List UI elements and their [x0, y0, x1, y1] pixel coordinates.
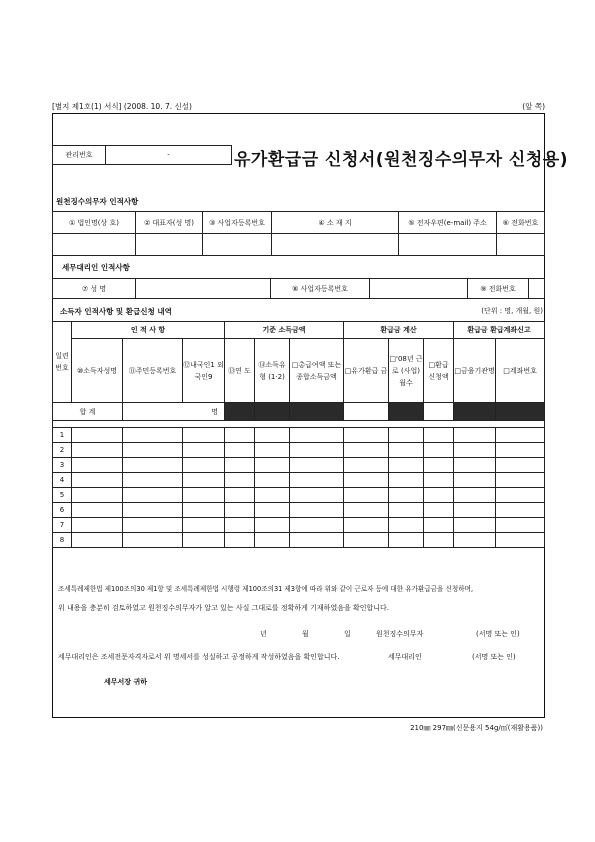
row-number: 1	[53, 428, 72, 443]
row-number: 7	[53, 518, 72, 533]
col-address: ④ 소 재 지	[272, 212, 399, 234]
col-email: ⑤ 전자우편(e-mail) 주소	[399, 212, 497, 234]
agent-bizno-label: ⑧ 사업자등록번호	[271, 279, 370, 299]
total-cell-dark	[389, 403, 424, 421]
group-calc: 환급금 계산	[344, 322, 454, 339]
mgmt-table	[52, 145, 232, 165]
table-row	[53, 428, 545, 443]
table-row	[53, 488, 545, 503]
col-rrn: ⑪주민등록번호	[123, 339, 183, 403]
table-row	[53, 503, 545, 518]
agent-name-value[interactable]	[136, 279, 271, 299]
total-cell-dark	[454, 403, 496, 421]
agent-sign[interactable]: (서명 또는 인)	[472, 653, 516, 661]
agent-label: 세무대리인	[388, 653, 422, 661]
total-refund[interactable]	[344, 403, 389, 421]
refund-table	[52, 321, 545, 548]
row-number: 5	[53, 488, 72, 503]
mgmt-value: -	[106, 146, 232, 165]
rep-name-value[interactable]	[136, 234, 203, 256]
statement-line2: 위 내용을 충분히 검토하였고 원천징수의무자가 알고 있는 사실 그대로를 정확하게 기재하였음을 확인합니다.	[58, 604, 389, 612]
row-number: 3	[53, 458, 72, 473]
spacer-row	[53, 421, 545, 428]
col-corp-name: ① 법인명(상 호)	[53, 212, 136, 234]
statement-line1: 조세특례제한법 제100조의30 제1항 및 조세특례제한법 시행령 제100조의31 제3항에 따라 위와 같이 근로자 등에 대한 유가환급금을 신청하며,	[58, 585, 474, 593]
withholder-table	[52, 211, 545, 256]
addressee: 세무서장 귀하	[104, 678, 148, 686]
address-value[interactable]	[272, 234, 399, 256]
row-number: 2	[53, 443, 72, 458]
row-number: 8	[53, 533, 72, 548]
applicant-label: 원천징수의무자	[376, 630, 424, 638]
row-number: 6	[53, 503, 72, 518]
table-row	[53, 473, 545, 488]
group-account: 환급금 환급계좌신고	[454, 322, 545, 339]
total-cell-dark	[496, 403, 545, 421]
section1-heading: 원천징수의무자 인적사항	[56, 197, 139, 206]
total-cell-dark	[290, 403, 344, 421]
col-total: □총급여액 또는 종합소득금액	[290, 339, 344, 403]
total-cell-dark	[255, 403, 290, 421]
col-year: ⑬연 도	[225, 339, 255, 403]
table-row	[53, 533, 545, 548]
total-cell-dark	[225, 403, 255, 421]
col-bizno: ③ 사업자등록번호	[203, 212, 272, 234]
form-title: 유가환급금 신청서(원천징수의무자 신청용)	[234, 150, 568, 170]
col-type: ⑭소득유형 (1·2)	[255, 339, 290, 403]
corp-name-value[interactable]	[53, 234, 136, 256]
phone-value[interactable]	[497, 234, 545, 256]
seq-header: 일련번호	[53, 322, 72, 403]
paper-spec: 210㎜ 297㎜(신문용지 54g/㎡(재활용품))	[410, 724, 543, 732]
agent-phone-label: ⑨ 전화번호	[468, 279, 529, 299]
col-amount: □환급 신청액	[424, 339, 454, 403]
col-bank: □금융기관명	[454, 339, 496, 403]
applicant-sign[interactable]: (서명 또는 인)	[476, 630, 520, 638]
col-phone: ⑥ 전화번호	[497, 212, 545, 234]
page-side: (앞 쪽)	[522, 102, 545, 111]
table-row	[53, 443, 545, 458]
section2-heading: 세무대리인 인적사항	[62, 263, 130, 272]
table-row	[53, 518, 545, 533]
col-months: □'08년 근로 (사업)월수	[389, 339, 424, 403]
table-row	[53, 458, 545, 473]
group-income: 기준 소득금액	[225, 322, 344, 339]
statement-line3: 세무대리인은 조세전문자격자로서 위 명세서를 성실하고 공정하게 작성하였음을 확인합니다.	[58, 653, 340, 661]
unit-note: (단위 : 명, 개월, 원)	[481, 307, 543, 315]
group-personal: 인 적 사 항	[72, 322, 225, 339]
agent-name-label: ⑦ 성 명	[53, 279, 136, 299]
date-year: 년	[260, 630, 267, 638]
col-name: ⑩소득자성명	[72, 339, 123, 403]
form-reference: [별지 제1호(1) 서식] (2008. 10. 7. 신설)	[52, 102, 192, 111]
total-label: 합 계	[53, 403, 123, 421]
col-foreign: ⑫내국인1 외국인9	[183, 339, 225, 403]
agent-phone-value[interactable]	[529, 279, 545, 299]
total-unit: 명	[123, 403, 225, 421]
agent-bizno-value[interactable]	[370, 279, 468, 299]
date-month: 월	[302, 630, 309, 638]
col-account: □계좌번호	[496, 339, 545, 403]
mgmt-label: 관리번호	[53, 146, 106, 165]
total-amount[interactable]	[424, 403, 454, 421]
email-value[interactable]	[399, 234, 497, 256]
bizno-value[interactable]	[203, 234, 272, 256]
col-rep-name: ② 대표자(성 명)	[136, 212, 203, 234]
col-refund: □유가환급 금	[344, 339, 389, 403]
agent-table	[52, 278, 545, 299]
date-day: 일	[344, 630, 351, 638]
row-number: 4	[53, 473, 72, 488]
section3-heading: 소득자 인적사항 및 환급신청 내역	[60, 307, 172, 316]
